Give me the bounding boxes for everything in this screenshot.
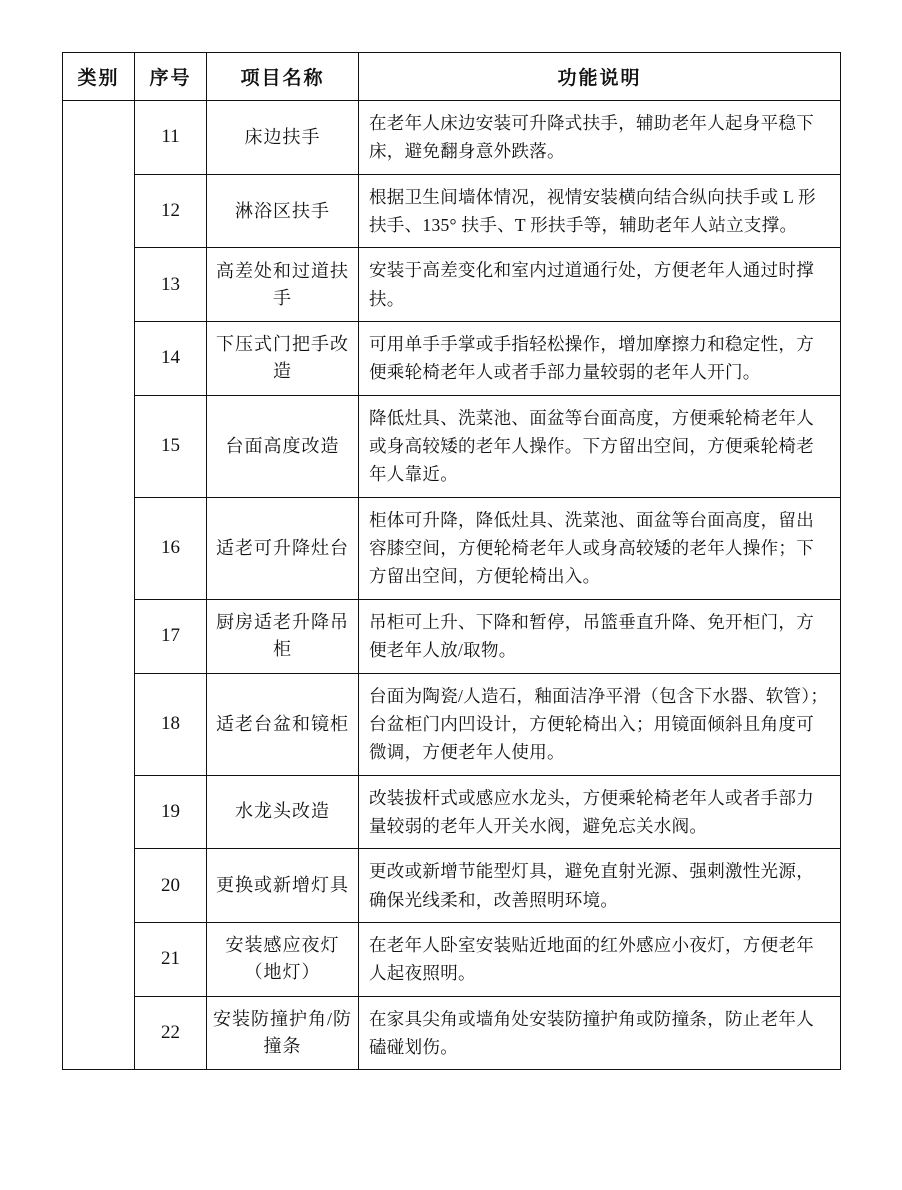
column-header-description: 功能说明 [359, 53, 841, 101]
row-item-name: 淋浴区扶手 [207, 174, 359, 248]
row-description: 根据卫生间墙体情况，视情安装横向结合纵向扶手或 L 形扶手、135° 扶手、T 形扶手等，辅助老年人站立支撑。 [359, 174, 841, 248]
row-description: 改装拔杆式或感应水龙头，方便乘轮椅老年人或者手部力量较弱的老年人开关水阀，避免忘关水阀。 [359, 775, 841, 849]
row-description: 柜体可升降，降低灶具、洗菜池、面盆等台面高度，留出容膝空间，方便轮椅老年人或身高较矮的老年人操作；下方留出空间，方便轮椅出入。 [359, 497, 841, 599]
table-row [63, 101, 841, 175]
row-item-name: 高差处和过道扶手 [207, 248, 359, 322]
table-row [63, 248, 841, 322]
row-index: 17 [135, 599, 207, 673]
row-index: 13 [135, 248, 207, 322]
table-row [63, 322, 841, 396]
row-item-name: 下压式门把手改造 [207, 322, 359, 396]
column-header-name: 项目名称 [207, 53, 359, 101]
row-item-name: 适老台盆和镜柜 [207, 673, 359, 775]
table-row [63, 922, 841, 996]
row-index: 18 [135, 673, 207, 775]
row-description: 在家具尖角或墙角处安装防撞护角或防撞条，防止老年人磕碰划伤。 [359, 996, 841, 1070]
table-row [63, 673, 841, 775]
row-description: 安装于高差变化和室内过道通行处，方便老年人通过时撑扶。 [359, 248, 841, 322]
row-item-name: 更换或新增灯具 [207, 849, 359, 923]
row-description: 台面为陶瓷/人造石，釉面洁净平滑（包含下水器、软管）；台盆柜门内凹设计，方便轮椅出入；用镜面倾斜且角度可微调，方便老年人使用。 [359, 673, 841, 775]
row-item-name: 床边扶手 [207, 101, 359, 175]
row-index: 22 [135, 996, 207, 1070]
table-row [63, 849, 841, 923]
row-description: 降低灶具、洗菜池、面盆等台面高度，方便乘轮椅老年人或身高较矮的老年人操作。下方留出空间，方便乘轮椅老年人靠近。 [359, 395, 841, 497]
category-cell [63, 101, 135, 1070]
row-description: 在老年人床边安装可升降式扶手，辅助老年人起身平稳下床，避免翻身意外跌落。 [359, 101, 841, 175]
table-row [63, 775, 841, 849]
column-header-category: 类别 [63, 53, 135, 101]
table-header [63, 53, 841, 101]
row-index: 20 [135, 849, 207, 923]
row-item-name: 台面高度改造 [207, 395, 359, 497]
row-description: 可用单手手掌或手指轻松操作，增加摩擦力和稳定性，方便乘轮椅老年人或者手部力量较弱的老年人开门。 [359, 322, 841, 396]
row-item-name: 适老可升降灶台 [207, 497, 359, 599]
table-row [63, 599, 841, 673]
table-row [63, 395, 841, 497]
table-body [63, 101, 841, 1070]
row-index: 11 [135, 101, 207, 175]
table-row [63, 497, 841, 599]
row-index: 16 [135, 497, 207, 599]
row-description: 在老年人卧室安装贴近地面的红外感应小夜灯，方便老年人起夜照明。 [359, 922, 841, 996]
row-index: 15 [135, 395, 207, 497]
table-row [63, 996, 841, 1070]
column-header-index: 序号 [135, 53, 207, 101]
table-row [63, 174, 841, 248]
row-index: 12 [135, 174, 207, 248]
table-header-row [63, 53, 841, 101]
row-item-name: 水龙头改造 [207, 775, 359, 849]
row-item-name: 安装感应夜灯（地灯） [207, 922, 359, 996]
row-item-name: 厨房适老升降吊柜 [207, 599, 359, 673]
renovation-items-table [62, 52, 841, 1070]
row-description: 吊柜可上升、下降和暂停，吊篮垂直升降、免开柜门，方便老年人放/取物。 [359, 599, 841, 673]
row-index: 19 [135, 775, 207, 849]
row-item-name: 安装防撞护角/防撞条 [207, 996, 359, 1070]
row-description: 更改或新增节能型灯具，避免直射光源、强刺激性光源，确保光线柔和，改善照明环境。 [359, 849, 841, 923]
row-index: 14 [135, 322, 207, 396]
row-index: 21 [135, 922, 207, 996]
